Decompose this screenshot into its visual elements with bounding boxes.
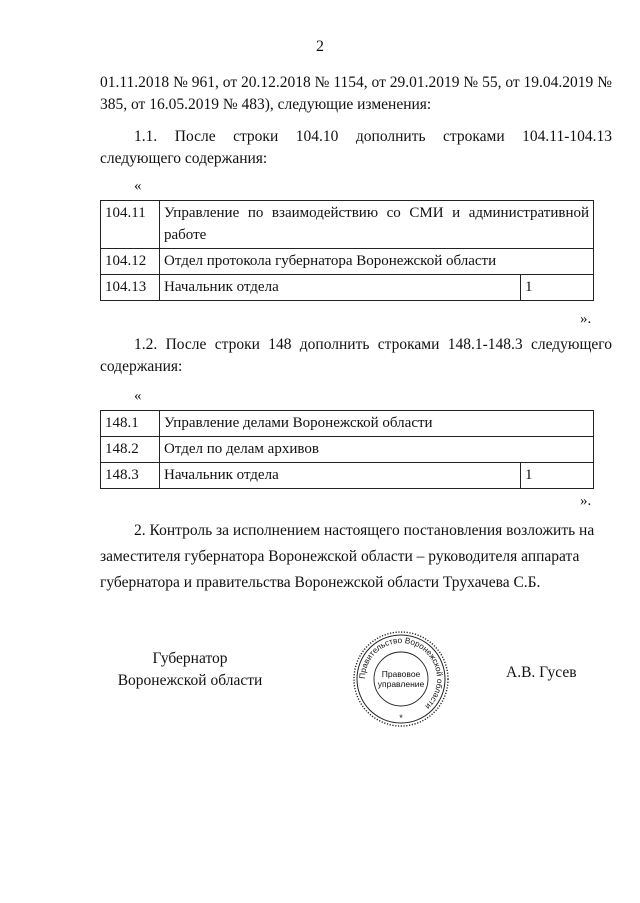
table-row (101, 275, 594, 301)
quote-open-1: « (134, 178, 142, 194)
row-name: Отдел по делам архивов (160, 437, 594, 463)
stamp-outer-textpath: Правительство Воронежской области (357, 635, 445, 712)
row-code: 104.13 (101, 275, 160, 301)
stamp-star: * (399, 713, 403, 723)
row-code: 104.11 (101, 201, 160, 249)
row-name: Начальник отдела (160, 463, 521, 489)
table-row (101, 411, 594, 437)
row-code: 148.3 (101, 463, 160, 489)
stamp-inner-line-1: Правовое (381, 669, 421, 679)
row-name: Отдел протокола губернатора Воронежской области (160, 249, 594, 275)
quote-open-2: « (134, 388, 142, 404)
signature-title-line-1: Губернатор (152, 650, 228, 667)
stamp-inner-line-2: управление (377, 679, 425, 689)
table-1 (100, 200, 594, 301)
row-name: Управление по взаимодействию со СМИ и административной работе (160, 201, 594, 249)
signature-name: А.В. Гусев (506, 664, 577, 681)
stamp-graphic (351, 629, 451, 729)
signature-title (100, 648, 280, 692)
intro-paragraph: 01.11.2018 № 961, от 20.12.2018 № 1154, от 29.01.2019 № 55, от 19.04.2019 № 385, от 16.05.2019 № 483), следующие изменения: (100, 74, 612, 113)
row-code: 148.1 (101, 411, 160, 437)
quote-close-1: ». (580, 311, 592, 327)
signature-title-line-2: Воронежской области (117, 672, 263, 689)
row-count: 1 (521, 463, 594, 489)
row-code: 148.2 (101, 437, 160, 463)
item-1-1-paragraph: 1.1. После строки 104.10 дополнить строками 104.11-104.13 следующего содержания: (100, 128, 612, 167)
row-code: 104.12 (101, 249, 160, 275)
table-row (101, 249, 594, 275)
quote-close-2: ». (580, 493, 592, 509)
row-name: Управление делами Воронежской области (160, 411, 594, 437)
table-row (101, 463, 594, 489)
item-1-2-paragraph: 1.2. После строки 148 дополнить строками 148.1-148.3 следующего содержания: (100, 336, 612, 375)
page-number: 2 (316, 38, 324, 55)
item-2-paragraph: 2. Контроль за исполнением настоящего постановления возложить на заместителя губернатора Воронежской области – руководителя аппарата губернатора и правительства Воронежской области Трухачева С.Б. (100, 522, 595, 591)
row-name: Начальник отдела (160, 275, 521, 301)
table-2 (100, 410, 594, 489)
row-count: 1 (521, 275, 594, 301)
table-row (101, 201, 594, 249)
official-stamp (351, 629, 451, 729)
table-row (101, 437, 594, 463)
